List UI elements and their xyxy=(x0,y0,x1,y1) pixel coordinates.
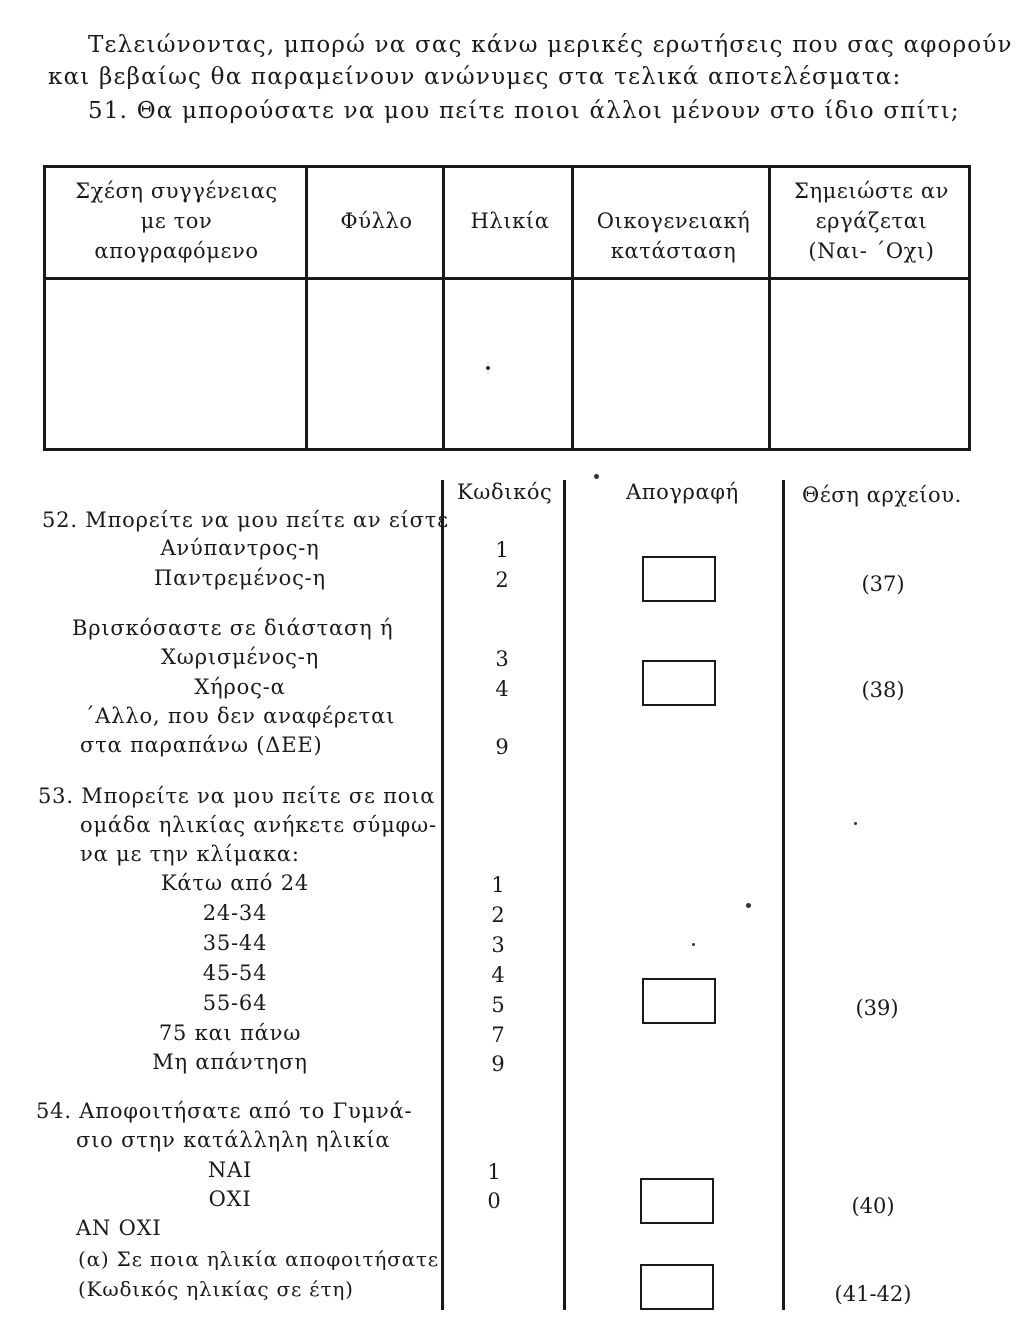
q52-option-other: ΄Αλλο, που δεν αναφέρεται xyxy=(84,704,396,728)
q54-sub-a-cont: (Κωδικός ηλικίας σε έτη) xyxy=(78,1277,354,1301)
rule-right xyxy=(782,480,785,1310)
cell-age[interactable] xyxy=(443,279,573,450)
q54-code-no: 0 xyxy=(487,1189,501,1213)
q52-code-other: 9 xyxy=(495,735,509,759)
q54-option-yes: ΝΑΙ xyxy=(207,1158,253,1182)
q53-option-75-plus: 75 και πάνω xyxy=(158,1021,302,1045)
q52-census-box-1[interactable] xyxy=(642,556,716,602)
scan-speck xyxy=(746,903,751,908)
q52-option-single: Ανύπαντρος-η xyxy=(160,536,320,560)
column-code: Κωδικός xyxy=(457,480,553,504)
question-53-title-2: ομάδα ηλικίας ανήκετε σύμφω- xyxy=(80,813,437,837)
q52-file-position-2: (38) xyxy=(861,678,905,702)
question-53-title-1: 53. Μπορείτε να μου πείτε σε ποια xyxy=(38,784,436,808)
q52-subtitle: Βρισκόσαστε σε διάσταση ή xyxy=(72,616,394,640)
q54-census-box-2[interactable] xyxy=(640,1264,714,1310)
scan-speck xyxy=(486,366,490,370)
q52-option-widowed: Χήρος-α xyxy=(194,675,286,699)
q53-option-45-54: 45-54 xyxy=(202,961,268,985)
q53-code-under-24: 1 xyxy=(491,873,505,897)
q53-option-under-24: Κάτω από 24 xyxy=(160,871,310,895)
q53-code-no-answer: 9 xyxy=(491,1052,505,1076)
q52-code-married: 2 xyxy=(495,568,509,592)
q54-option-no: ΟΧΙ xyxy=(208,1187,252,1211)
q52-option-married: Παντρεμένος-η xyxy=(154,566,326,590)
q53-option-55-64: 55-64 xyxy=(202,991,268,1015)
q52-option-other-cont: στα παραπάνω (ΔΕΕ) xyxy=(80,733,323,757)
q53-option-no-answer: Μη απάντηση xyxy=(152,1050,308,1074)
q52-census-box-2[interactable] xyxy=(642,660,716,706)
question-54-title-2: σιο στην κατάλληλη ηλικία xyxy=(76,1128,391,1152)
q53-census-box[interactable] xyxy=(642,978,716,1024)
scan-speck xyxy=(854,822,857,825)
header-marital-text: Οικογενειακή κατάσταση xyxy=(596,209,751,263)
q54-if-no: ΑΝ ΟΧΙ xyxy=(76,1216,162,1240)
q53-option-35-44: 35-44 xyxy=(202,931,268,955)
q53-code-75-plus: 7 xyxy=(491,1023,505,1047)
cell-gender[interactable] xyxy=(307,279,444,450)
cell-relation[interactable] xyxy=(45,279,307,450)
scan-speck xyxy=(692,943,695,946)
header-relation-text: Σχέση συγγένειας με τον απογραφόμενο xyxy=(75,179,278,263)
header-age-text: Ηλικία xyxy=(470,209,550,233)
q54-file-position-2: (41-42) xyxy=(834,1282,912,1306)
q53-code-55-64: 5 xyxy=(491,993,505,1017)
q53-option-24-34: 24-34 xyxy=(202,901,268,925)
q52-option-divorced: Χωρισμένος-η xyxy=(161,645,319,669)
q53-code-24-34: 2 xyxy=(491,903,505,927)
intro-line-2: και βεβαίως θα παραμείνουν ανώνυμες στα τελικά αποτελέσματα: xyxy=(48,64,902,90)
q54-sub-a: (α) Σε ποια ηλικία αποφοιτήσατε xyxy=(78,1247,439,1271)
column-census: Απογραφή xyxy=(626,480,739,504)
q52-code-widowed: 4 xyxy=(495,677,509,701)
q53-code-35-44: 3 xyxy=(491,933,505,957)
q52-code-divorced: 3 xyxy=(495,647,509,671)
scan-speck xyxy=(594,474,599,479)
question-51: 51. Θα μπορούσατε να μου πείτε ποιοι άλλοι μένουν στο ίδιο σπίτι; xyxy=(88,98,960,124)
question-53-title-3: να με την κλίμακα: xyxy=(80,842,300,866)
q53-file-position: (39) xyxy=(855,996,899,1020)
q52-file-position-1: (37) xyxy=(861,572,905,596)
cell-employment[interactable] xyxy=(769,279,969,450)
rule-left xyxy=(441,480,444,1310)
question-54-title-1: 54. Αποφοιτήσατε από το Γυμνά- xyxy=(36,1099,413,1123)
cell-marital-status[interactable] xyxy=(573,279,769,450)
question-52-title: 52. Μπορείτε να μου πείτε αν είστε xyxy=(42,508,449,532)
column-file-position: Θέση αρχείου. xyxy=(802,483,962,507)
intro-line-1: Τελειώνοντας, μπορώ να σας κάνω μερικές ερωτήσεις που σας αφορούν xyxy=(88,32,1013,58)
q53-code-45-54: 4 xyxy=(491,963,505,987)
header-employment-text: Σημειώστε αν εργάζεται (Ναι- ΄Οχι) xyxy=(794,179,949,263)
q54-census-box-1[interactable] xyxy=(640,1178,714,1224)
q54-code-yes: 1 xyxy=(487,1160,501,1184)
rule-middle xyxy=(563,480,566,1310)
q52-code-single: 1 xyxy=(495,538,509,562)
header-gender-text: Φύλλο xyxy=(340,209,413,233)
q54-file-position-1: (40) xyxy=(851,1194,895,1218)
